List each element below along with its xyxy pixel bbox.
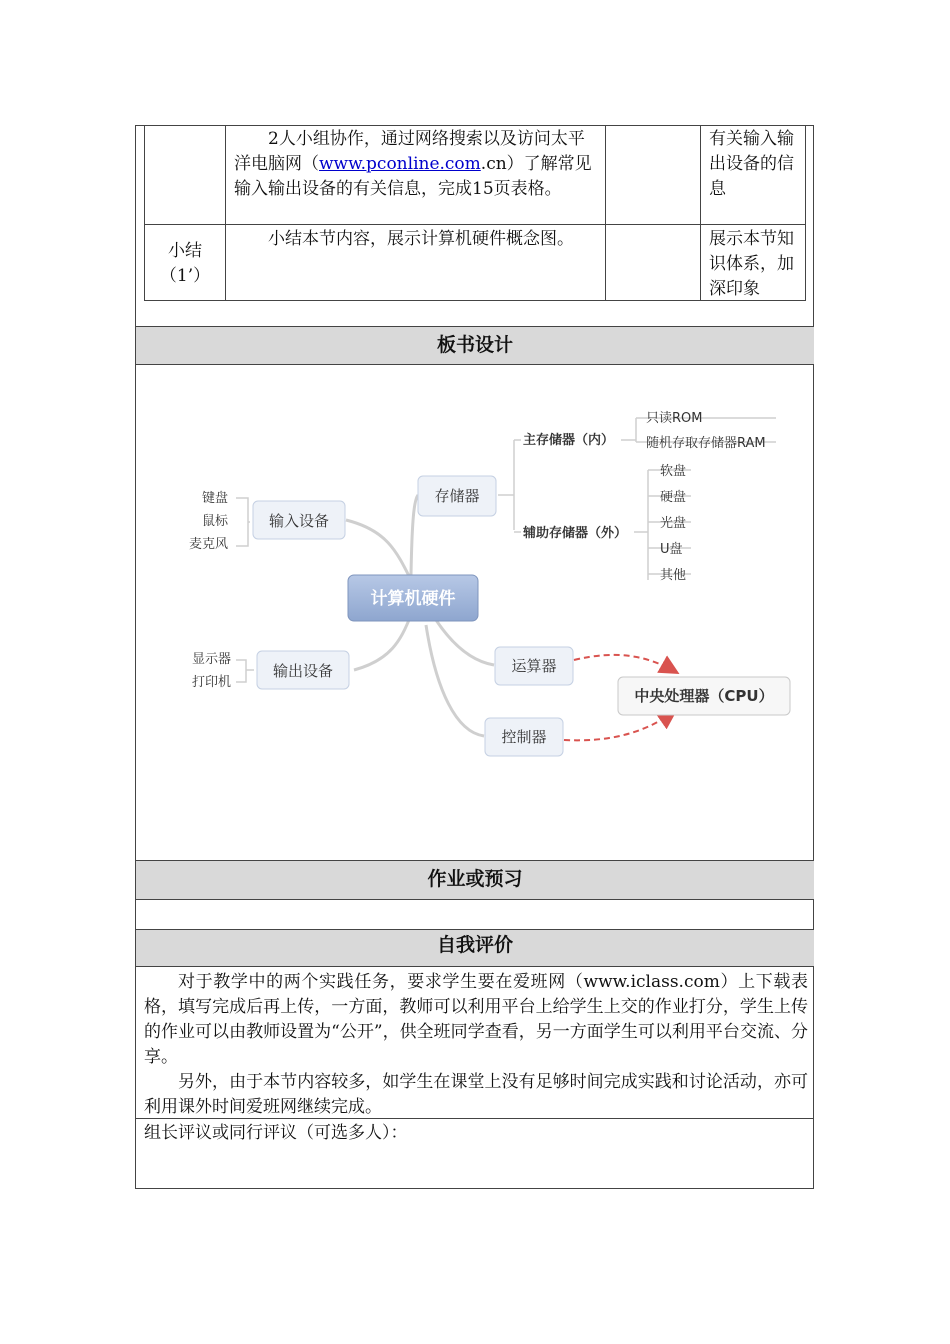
summary-text: 小结本节内容，展示计算机硬件概念图。: [268, 229, 574, 249]
section-title: 自我评价: [436, 934, 513, 956]
storage-node-label: 存储器: [434, 487, 480, 505]
stage-time: （1’）: [159, 266, 211, 286]
homework-header: [136, 860, 814, 900]
section-title: 板书设计: [436, 334, 513, 356]
input-item-mouse: 鼠标: [201, 514, 228, 529]
hardware-mindmap: [136, 370, 814, 810]
stage-cell: [148, 239, 222, 289]
table-border: [144, 224, 806, 225]
center-node-label: 计算机硬件: [370, 589, 456, 609]
control-to-cpu-arrow: [564, 712, 674, 740]
output-node-label: 输出设备: [272, 662, 334, 680]
aux-item-cd: 光盘: [660, 516, 687, 531]
pconline-link[interactable]: www.pconline.com: [319, 154, 481, 174]
output-item-printer: 打印机: [191, 675, 231, 690]
input-leaf-lines: [236, 498, 254, 682]
stage-label: 小结: [168, 241, 202, 261]
output-item-monitor: 显示器: [191, 652, 231, 667]
input-item-mic: 麦克风: [188, 537, 228, 552]
self-eval-paragraph: 对于教学中的两个实践任务，要求学生要在爱班网（www.iclass.com）上下载表格，填写完成后再上传，一方面，教师可以利用平台上给学生上交的作业打分，学生上传的作业可以由教师设置为“公开”，供全班同学查看，另一方面学生可以利用平台交流、分享。: [144, 972, 808, 1067]
aux-item-floppy: 软盘: [660, 464, 687, 479]
table-border: [700, 125, 701, 301]
self-eval-header: [136, 929, 814, 967]
activity-text: .cn）了解常见输入输出设备的有关信息，完成15页表格。: [234, 154, 592, 199]
input-node-label: 输入设备: [268, 512, 330, 530]
main-memory-label: 主存储器（内）: [523, 433, 615, 448]
board-design-header: [136, 326, 814, 365]
control-node-label: 控制器: [501, 728, 547, 746]
activity-text: 2人小组协作，通过网络搜索以及访问太平洋电脑网（: [234, 129, 585, 174]
self-eval-body: [144, 970, 808, 1120]
table-border: [605, 125, 606, 301]
aux-memory-label: 辅助存储器（外）: [523, 526, 628, 541]
alu-node-label: 运算器: [511, 657, 557, 675]
cpu-node-label: 中央处理器（CPU）: [634, 687, 774, 705]
table-border: [144, 125, 145, 301]
section-title: 作业或预习: [427, 868, 523, 890]
aux-item-hdd: 硬盘: [660, 490, 687, 505]
aux-item-other: 其他: [660, 568, 687, 583]
input-item-keyboard: 键盘: [201, 491, 228, 506]
self-eval-paragraph: 另外，由于本节内容较多，如学生在课堂上没有足够时间完成实践和讨论活动，亦可利用课外时间爱班网继续完成。: [144, 1072, 808, 1117]
peer-review-label: 组长评议或同行评议（可选多人）：: [144, 1123, 408, 1143]
aux-item-usb: U盘: [660, 542, 683, 557]
activity-cell: [234, 127, 600, 202]
purpose-cell: 展示本节知识体系，加深印象: [709, 229, 794, 299]
table-border: [805, 125, 806, 301]
table-border: [136, 1118, 814, 1119]
purpose-cell: 有关输入输出设备的信息: [709, 129, 794, 199]
ram-label: 随机存取存储器RAM: [646, 436, 766, 451]
table-border: [144, 300, 806, 301]
activity-cell: [234, 227, 600, 252]
table-border: [225, 125, 226, 301]
alu-to-cpu-arrow: [574, 655, 676, 672]
rom-label: 只读ROM: [646, 411, 703, 426]
